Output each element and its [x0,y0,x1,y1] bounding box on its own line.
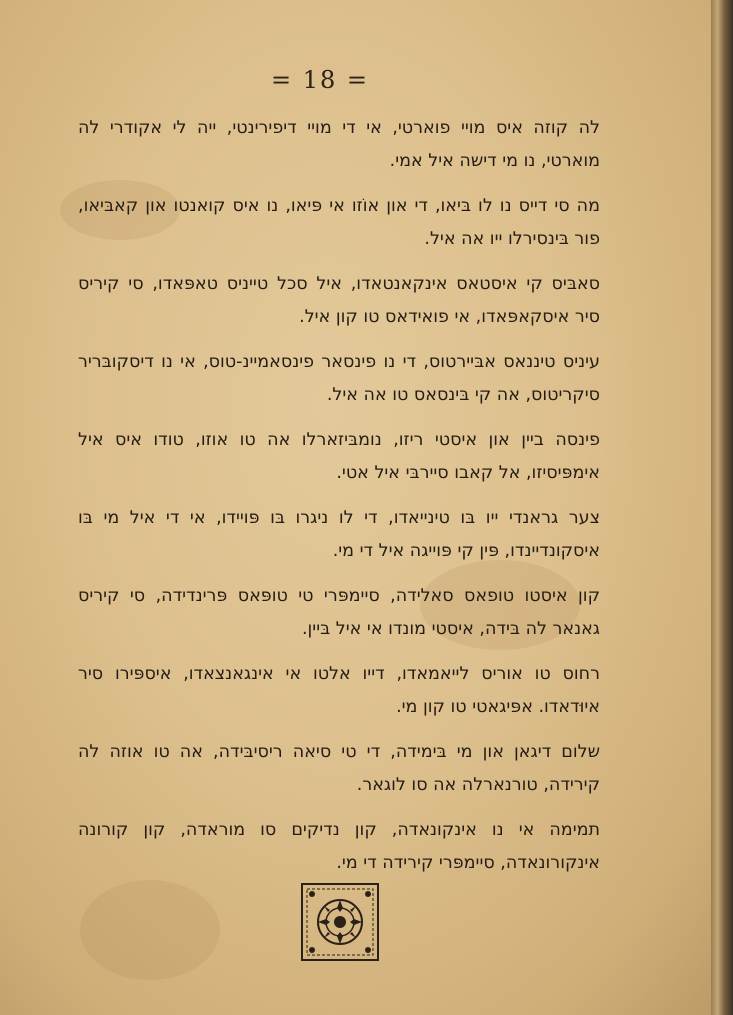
page-number: = 18 = [270,66,369,94]
stanza: מה סי דייס נו לו בּיאו, די און אוֹזו אי פּיאו, נו איס קואנטו און קאבּיאו, פור בּינסירלו ייו אה איל. [78,196,600,249]
page-edge [711,0,733,1015]
stanza: תמימה אי נו אינקונאדה, קון נדיקים סו מוראדה, קון קורונה אינקורונאדה, סיימפּרי קירידה די מי. [78,820,600,873]
stanza: קון איסטו טופאס סאלידה, סיימפּרי טי טופּאס פּרינדידה, סי קיריס גאנאר לה בּידה, איסטי מונדו אי איל בּיין. [78,586,600,639]
floral-ornament-icon [300,882,380,962]
poem-text [78,112,600,892]
stanza: עיניס טיננאס אבּיירטוס, די נו פינסאר פינסאמיינ-טוס, אי נו דיסקובּריר סיקריטוס, אה קי בּינסאס טו אה איל. [78,352,600,405]
stanza: שלום דיגאן און מי בּימידה, די טי סיאה ריסיבּידה, אה טו אוזה לה קירידה, טורנארלה אה סו לוגאר. [78,742,600,795]
stanza: רחוס טו אוריס לייאמאדו, דייו אלטו אי אינגאנצאדו, איספּירו סיר איוּדאדו. אפּיגאטי טו קון מי. [78,664,600,717]
stanza: צער גראנדי ייו בּו טינייאדו, די לו ניגרו בּו פּויידו, אי די איל מי בּו איסקונדיינדו, פּין קי פּוייגה איל די מי. [78,508,600,561]
stanza: סאבּיס קי איסטאס אינקאנטאדו, איל סכל טייניס טאפּאדו, סי קיריס סיר איסקאפּאדו, אי פואידאס טו קון איל. [78,274,600,327]
stanza: לה קוזה איס מויי פוארטי, אי די מויי דיפירינטי, ייה לי אקודרי לה מוארטי, נו מי דישה איל אמי. [78,118,600,171]
paper-stain [80,880,220,980]
stanza: פינסה ביין און איסטי ריזו, נומבּיזארלו אה טו אוזו, טודו איס איל אימפּיסיזו, אל קאבו סיירבּי איל אטי. [78,430,600,483]
